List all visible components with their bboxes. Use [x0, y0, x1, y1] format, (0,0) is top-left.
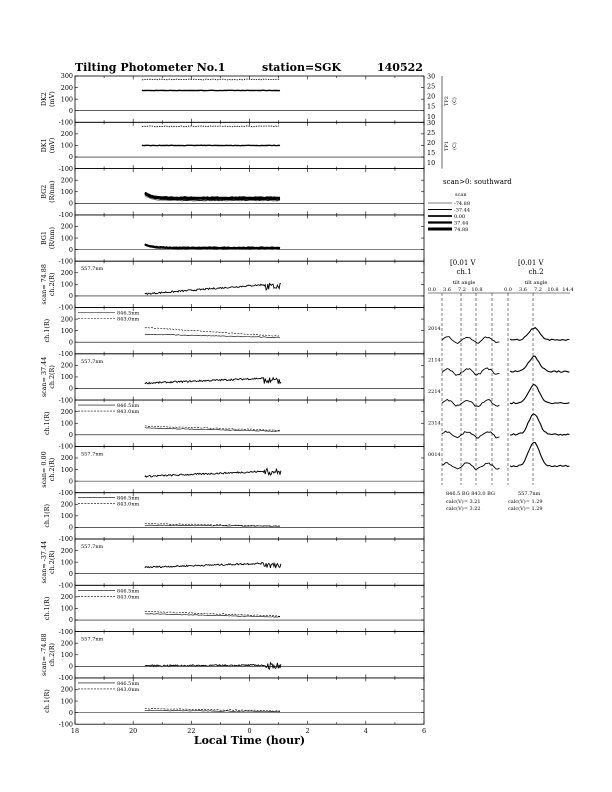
ch2-tilt-label: tilt angle: [524, 280, 548, 286]
legend-843nm: 843.0nm: [117, 501, 140, 508]
ch2-profile-curve: [510, 414, 569, 435]
ch1-tilt-tick: 0.0: [428, 287, 436, 293]
background-scan-trace: [145, 193, 280, 198]
ch1-scale-label: [0.01 V: [450, 259, 476, 267]
y-label-line: ch.1(R): [43, 504, 51, 528]
y-tick-label: 100: [60, 280, 73, 289]
ch2-tilt-tick: 10.8: [547, 287, 559, 293]
legend-843nm: 843.0nm: [117, 316, 140, 323]
y-label-line: ch.1(R): [43, 689, 51, 713]
ch1-profile-curve: [442, 463, 499, 470]
panel-frame: [75, 169, 424, 215]
ch2-scale-label: [0.01 V: [518, 259, 544, 267]
wavelength-label: 557.7nm: [81, 636, 104, 643]
panel-frame: [75, 261, 424, 307]
y-tick-label: -100: [58, 118, 73, 127]
ch2-557nm-trace: [145, 378, 281, 384]
profile-time-label: 2214: [428, 389, 441, 395]
scan-legend-label: -37.44: [454, 207, 471, 214]
panel-8: [43, 400, 424, 451]
y-label-line: ch.2(R): [48, 365, 56, 389]
profile-time-label: 2314: [428, 420, 441, 427]
scan-legend: [428, 178, 512, 233]
ch2-tilt-tick: 3.6: [519, 287, 527, 293]
y-axis-label: [40, 138, 56, 154]
y-tick-label: 100: [60, 512, 73, 521]
x-tick-label: 4: [363, 727, 368, 736]
ch1-tilt-tick: 3.6: [443, 287, 451, 293]
ch2-title: ch.2: [528, 268, 544, 276]
y-axis-label: [40, 541, 56, 584]
temperature-tick-label: 20: [427, 138, 436, 147]
temperature-tick-label: 25: [427, 128, 436, 137]
legend-843nm: 843.0nm: [117, 409, 140, 416]
y-tick-label: -100: [58, 627, 73, 636]
y-axis-label: [40, 451, 56, 487]
wavelength-label: 557.7nm: [81, 266, 104, 273]
ch2-profile-curve: [510, 443, 569, 467]
dark-upper-trace: [142, 79, 280, 80]
y-label-line: DK2: [40, 92, 48, 107]
ch2-557nm-trace: [145, 563, 281, 569]
y-tick-label: 200: [60, 176, 73, 185]
y-label-line: ch.1(R): [43, 411, 51, 436]
temperature-tick-label: 30: [427, 72, 436, 81]
ch1-profile-curve: [442, 337, 499, 344]
y-tick-label: -100: [58, 442, 73, 451]
y-tick-label: -100: [58, 720, 73, 729]
y-axis-label: [40, 91, 56, 107]
profile-time-label: 2114: [428, 357, 441, 364]
ch1-legend: [78, 681, 140, 693]
temperature-tick-label: 20: [427, 92, 436, 101]
y-tick-label: 200: [60, 407, 73, 416]
y-tick-label: 0: [68, 662, 73, 671]
y-tick-label: 0: [68, 477, 73, 486]
figure-title: Tilting Photometer No.1: [75, 61, 226, 74]
panel-frame: [75, 539, 424, 585]
ch2-557nm-trace: [145, 663, 281, 669]
x-tick-label: 20: [129, 727, 138, 736]
y-axis-label: [40, 264, 56, 304]
y-axis-label: [40, 227, 56, 249]
y-tick-label: 100: [60, 234, 73, 243]
ch2-calc-2: calc(V)= 1.29: [508, 506, 543, 512]
y-label-line: ch.1(R): [43, 596, 51, 621]
y-tick-label: 0: [68, 153, 73, 162]
panel-2: [40, 122, 424, 173]
y-tick-label: 200: [60, 593, 73, 602]
y-tick-label: -100: [58, 674, 73, 683]
panel-13: [40, 632, 424, 683]
ch1-legend: [78, 588, 140, 600]
y-label-line: ch.1(R): [43, 318, 51, 343]
background-scan-trace: [145, 244, 280, 248]
y-axis-label: [43, 411, 51, 435]
y-tick-label: 100: [60, 187, 73, 196]
y-tick-label: 0: [68, 199, 73, 208]
y-tick-label: -100: [58, 396, 73, 405]
y-label-line: scan= 0.00: [40, 451, 48, 488]
temperature-label: [444, 96, 458, 106]
ch2-profile-curve: [510, 328, 569, 341]
temperature-tick-label: 15: [427, 102, 436, 111]
y-tick-label: 100: [60, 141, 73, 150]
x-axis-title: Local Time (hour): [193, 734, 306, 748]
ch1-tilt-tick: 10.8: [471, 287, 483, 293]
ch2-calc-1: calc(V)= 1.29: [508, 499, 543, 505]
panel-10: [43, 493, 424, 544]
ch1-profile-curve: [442, 368, 499, 375]
panel-frame: [75, 446, 424, 492]
y-tick-label: 100: [60, 604, 73, 613]
ch2-tilt-tick: 7.2: [534, 287, 542, 293]
ch2-557nm-trace: [145, 469, 281, 478]
y-tick-label: 0: [68, 106, 73, 115]
dark-lower-trace: [142, 145, 280, 146]
y-tick-label: 200: [60, 546, 73, 555]
y-axis-label: [40, 181, 56, 203]
scan-legend-label: 74.88: [454, 227, 469, 233]
ch2-557nm-trace: [145, 283, 281, 294]
y-tick-label: 0: [68, 523, 73, 532]
y-axis-label: [43, 504, 51, 528]
y-tick-label: 200: [60, 222, 73, 231]
y-axis-label: [43, 319, 51, 343]
panel-frame: [75, 632, 424, 678]
y-label-line: (R/nm): [48, 226, 56, 250]
y-tick-label: 0: [68, 616, 73, 625]
ch1-846nm-trace: [145, 334, 280, 338]
x-tick-label: 6: [421, 727, 427, 736]
temperature-label-line: TP1: [444, 141, 450, 151]
y-tick-label: 100: [60, 558, 73, 567]
y-label-line: DK1: [40, 138, 48, 153]
legend-846nm: 846.5nm: [117, 403, 140, 410]
x-tick-label: 18: [70, 727, 80, 736]
panel-frame: [75, 354, 424, 400]
panel-9: [40, 446, 424, 497]
legend-846nm: 846.5nm: [117, 588, 140, 595]
y-label-line: BG2: [40, 184, 48, 199]
date-label: 140522: [377, 61, 423, 74]
y-tick-label: 100: [60, 326, 73, 335]
y-tick-label: -100: [58, 211, 73, 220]
ch1-legend: [78, 496, 140, 508]
ch1-legend: [78, 311, 140, 323]
y-label-line: (R/nm): [48, 180, 56, 203]
y-tick-label: 100: [60, 650, 73, 659]
temperature-tick-label: 15: [427, 148, 436, 157]
y-tick-label: -100: [58, 581, 73, 590]
tilt-profile-plots: [428, 259, 574, 512]
y-tick-label: 200: [60, 83, 73, 92]
y-label-line: scan= -37.44: [40, 540, 48, 584]
ch1-843nm-trace: [145, 327, 280, 336]
temperature-label: [444, 141, 458, 151]
panel-frame: [75, 215, 424, 261]
temperature-tick-label: 10: [427, 159, 436, 168]
ch1-profile-curve: [442, 399, 499, 406]
right-column: [427, 73, 574, 513]
scan-legend-label: 37.44: [454, 220, 469, 227]
y-tick-label: 200: [60, 639, 73, 648]
panel-12: [43, 585, 424, 636]
panel-5: [40, 261, 424, 312]
temperature-label-line: (C): [452, 142, 458, 150]
y-label-line: scan= 37.44: [40, 356, 48, 398]
y-label-line: (mV): [48, 137, 56, 154]
x-axis: [71, 727, 426, 747]
legend-843nm: 843.0nm: [117, 686, 140, 693]
y-label-line: ch.2(R): [48, 642, 56, 667]
figure-header: [75, 61, 423, 74]
y-tick-label: -100: [58, 350, 73, 358]
panel-3: [40, 169, 424, 220]
panel-7: [40, 354, 424, 405]
temperature-tick-label: 10: [427, 112, 436, 121]
y-label-line: (mV): [48, 91, 56, 107]
profile-time-label: 0014: [428, 452, 441, 458]
legend-846nm: 846.5nm: [117, 310, 140, 317]
ch1-calc-2: calc(V)= 3.22: [446, 506, 481, 512]
ch1-tilt-label: tilt angle: [452, 280, 476, 286]
ch2-bottom-label: 557.7nm: [518, 491, 541, 497]
wavelength-label: 557.7nm: [81, 451, 104, 458]
y-axis-label: [40, 357, 56, 397]
y-label-line: ch.2(R): [48, 457, 56, 482]
panel-6: [43, 308, 424, 359]
dark-lower-trace: [142, 90, 280, 91]
scan-legend-title: scan>0: southward: [443, 178, 512, 186]
y-label-line: BG1: [40, 231, 48, 246]
y-tick-label: 0: [68, 431, 73, 440]
y-tick-label: 0: [68, 338, 73, 347]
legend-846nm: 846.5nm: [117, 495, 140, 502]
temperature-axis: [427, 73, 458, 169]
ch2-tilt-tick: 0.0: [504, 287, 512, 293]
y-tick-label: 200: [60, 685, 73, 694]
y-tick-label: -100: [58, 164, 73, 173]
scan-legend-label: 0.00: [454, 214, 466, 220]
y-tick-label: 200: [60, 315, 73, 324]
y-tick-label: 0: [68, 245, 73, 254]
y-tick-label: -100: [58, 257, 73, 266]
time-series-panels: [40, 72, 424, 728]
y-tick-label: -100: [58, 535, 73, 544]
y-tick-label: 300: [60, 72, 73, 81]
legend-846nm: 846.5nm: [117, 680, 140, 687]
y-tick-label: 100: [60, 697, 73, 706]
y-tick-label: 0: [68, 569, 73, 578]
ch2-profile-curve: [510, 384, 569, 403]
y-tick-label: 200: [60, 130, 73, 139]
y-tick-label: 200: [60, 268, 73, 277]
panel-11: [40, 539, 424, 590]
x-tick-label: 0: [247, 727, 252, 736]
profile-time-label: 2014: [428, 326, 441, 332]
temperature-label-line: TP2: [444, 96, 450, 106]
ch1-calc-1: calc(V)= 3.21: [446, 499, 481, 505]
y-tick-label: 100: [60, 95, 73, 104]
y-label-line: ch.2(R): [48, 550, 56, 574]
y-label-line: scan= 74.88: [40, 264, 48, 305]
y-tick-label: 200: [60, 454, 73, 463]
y-label-line: ch.2(R): [48, 272, 56, 297]
y-tick-label: 0: [68, 384, 73, 393]
ch1-profile-curve: [442, 431, 499, 438]
temperature-label-line: (C): [452, 97, 458, 105]
ch2-tilt-tick: 14.4: [562, 287, 574, 293]
y-tick-label: 100: [60, 419, 73, 428]
panel-14: [43, 678, 424, 729]
y-tick-label: 100: [60, 465, 73, 474]
scan-legend-label: -74.88: [454, 201, 471, 207]
y-tick-label: 200: [60, 500, 73, 509]
y-tick-label: 200: [60, 361, 73, 370]
temperature-tick-label: 30: [427, 118, 436, 127]
panel-1: [40, 72, 424, 126]
y-axis-label: [43, 597, 51, 621]
y-tick-label: 0: [68, 292, 73, 301]
panel-frame: [75, 76, 424, 122]
y-tick-label: 100: [60, 373, 73, 382]
x-tick-label: 2: [305, 727, 310, 736]
y-axis-label: [43, 689, 51, 713]
y-tick-label: -100: [58, 303, 73, 312]
y-tick-label: 0: [68, 708, 73, 717]
wavelength-label: 557.7nm: [81, 544, 104, 550]
y-tick-label: -100: [58, 488, 73, 497]
legend-843nm: 843.0nm: [117, 594, 140, 601]
ch1-legend: [78, 403, 140, 415]
ch2-profile-curve: [510, 356, 569, 372]
dark-upper-trace: [142, 126, 280, 127]
y-axis-label: [40, 633, 56, 676]
ch1-title: ch.1: [456, 268, 472, 276]
ch1-tilt-tick: 7.2: [458, 287, 466, 293]
station-label: station=SGK: [262, 61, 342, 74]
wavelength-label: 557.7nm: [81, 358, 104, 365]
ch1-bottom-label: 846.5 BG 843.0 BG: [446, 491, 495, 497]
y-label-line: scan= -74.88: [40, 633, 48, 677]
temperature-tick-label: 25: [427, 82, 436, 91]
scan-legend-head: scan: [455, 192, 467, 198]
x-tick-label: 22: [187, 727, 196, 736]
panel-4: [40, 215, 424, 266]
